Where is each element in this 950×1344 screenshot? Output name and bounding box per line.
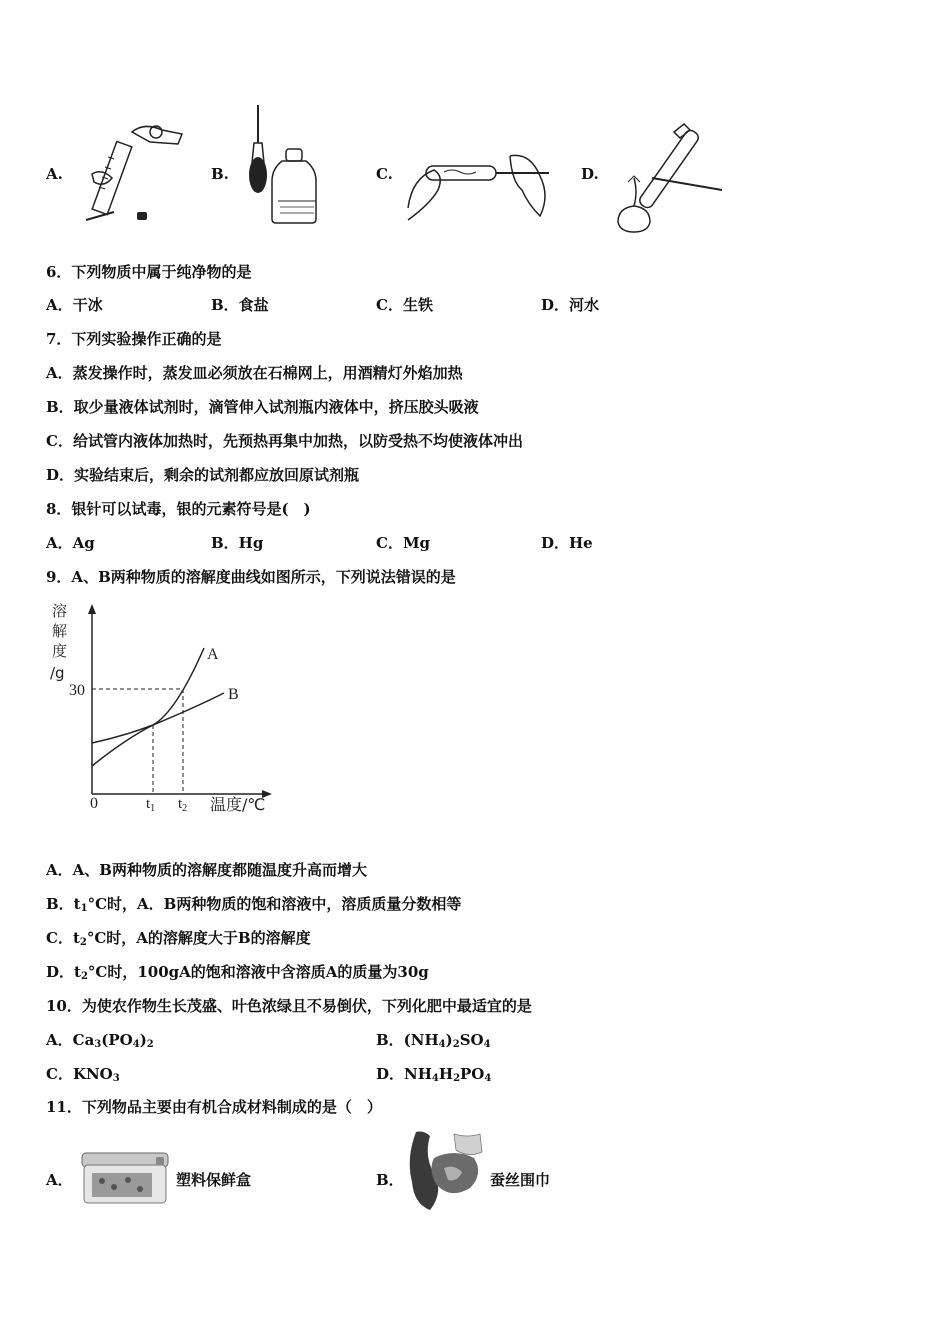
q6-option-c[interactable]: C．生铁 [376,296,433,314]
q10-option-c[interactable]: C．$KNO_3$ [46,1065,120,1084]
chart-xtick-t2: $t_2$ [178,796,188,814]
chart-xtick-0: 0 [90,795,98,812]
q11-option-a-label[interactable]: A． [46,1171,73,1189]
q5-option-b-label: B. [211,165,229,183]
q5-image-a-graduated-cylinder [82,112,192,232]
chart-xtick-t1: $t_1$ [146,796,156,814]
chart-ylabel-char-2: 解 [52,622,68,640]
q7-stem: 7．下列实验操作正确的是 [46,330,222,348]
q7-option-c[interactable]: C．给试管内液体加热时，先预热再集中加热，以防受热不均使液体冲出 [46,432,523,450]
q6-option-b[interactable]: B．食盐 [211,296,269,314]
q9-stem: 9．A、B两种物质的溶解度曲线如图所示，下列说法错误的是 [46,568,456,586]
q8-option-b[interactable]: B．Hg [211,534,264,552]
q5-option-d-label: D. [581,165,599,183]
q5-image-c-shaking-test-tube [404,148,554,223]
chart-series-a-line [92,648,204,766]
chart-ylabel-char-3: 度 [52,642,68,660]
q11-stem: 11．下列物品主要由有机合成材料制成的是（ ） [46,1098,382,1116]
q10-option-a[interactable]: A．$Ca_3(PO_4)_2$ [46,1031,154,1050]
q5-option-c-label: C. [376,165,393,183]
q8-option-c[interactable]: C．Mg [376,534,431,552]
q8-option-d[interactable]: D．He [541,534,593,552]
q11-option-b-text: 蚕丝围巾 [490,1171,551,1189]
q10-stem: 10．为使农作物生长茂盛、叶色浓绿且不易倒伏，下列化肥中最适宜的是 [46,997,532,1015]
q11-option-b-label[interactable]: B． [376,1171,404,1189]
q5-image-d-alcohol-lamp-heating [612,118,727,236]
q9-solubility-chart [44,598,284,823]
q10-option-b[interactable]: B．$(NH_4)_2SO_4$ [376,1031,491,1050]
q9-option-c[interactable]: C．$t_2^\circ C$时，A的溶解度大于B的溶解度 [46,929,311,948]
chart-y-axis-arrow [88,604,96,614]
chart-series-b-label: B [228,686,239,703]
q11-option-a-text: 塑料保鲜盒 [176,1171,252,1189]
q11-image-b-silk-scarf [404,1128,486,1212]
q8-stem: 8．银针可以试毒，银的元素符号是( ) [46,500,311,518]
q11-image-a-plastic-box [78,1147,172,1209]
q9-option-d[interactable]: D．$t_2^\circ C$时，100gA的饱和溶液中含溶质A的质量为30g [46,963,429,982]
q10-option-d[interactable]: D．$NH_4H_2PO_4$ [376,1065,492,1084]
q8-option-a[interactable]: A．Ag [46,534,95,552]
chart-series-b-line [92,693,224,743]
q7-option-d[interactable]: D．实验结束后，剩余的试剂都应放回原试剂瓶 [46,466,360,484]
q6-stem: 6．下列物质中属于纯净物的是 [46,263,252,281]
chart-ytick-30: 30 [69,682,85,699]
q5-option-a-label: A. [46,165,63,183]
chart-ylabel-char-1: 溶 [52,602,68,620]
q9-option-b[interactable]: B．$t_1^\circ C$时，A．B两种物质的饱和溶液中，溶质质量分数相等 [46,895,462,914]
chart-ylabel-char-4: /g [50,664,65,682]
q6-option-d[interactable]: D．河水 [541,296,600,314]
q7-option-b[interactable]: B．取少量液体试剂时，滴管伸入试剂瓶内液体中，挤压胶头吸液 [46,398,479,416]
chart-series-a-label: A [207,646,219,663]
q9-option-a[interactable]: A．A、B两种物质的溶解度都随温度升高而增大 [46,861,367,879]
q7-option-a[interactable]: A．蒸发操作时，蒸发皿必须放在石棉网上，用酒精灯外焰加热 [46,364,463,382]
chart-xlabel: 温度/℃ [210,795,266,814]
q6-option-a[interactable]: A．干冰 [46,296,103,314]
q5-image-b-dropper-bottle [242,103,322,228]
